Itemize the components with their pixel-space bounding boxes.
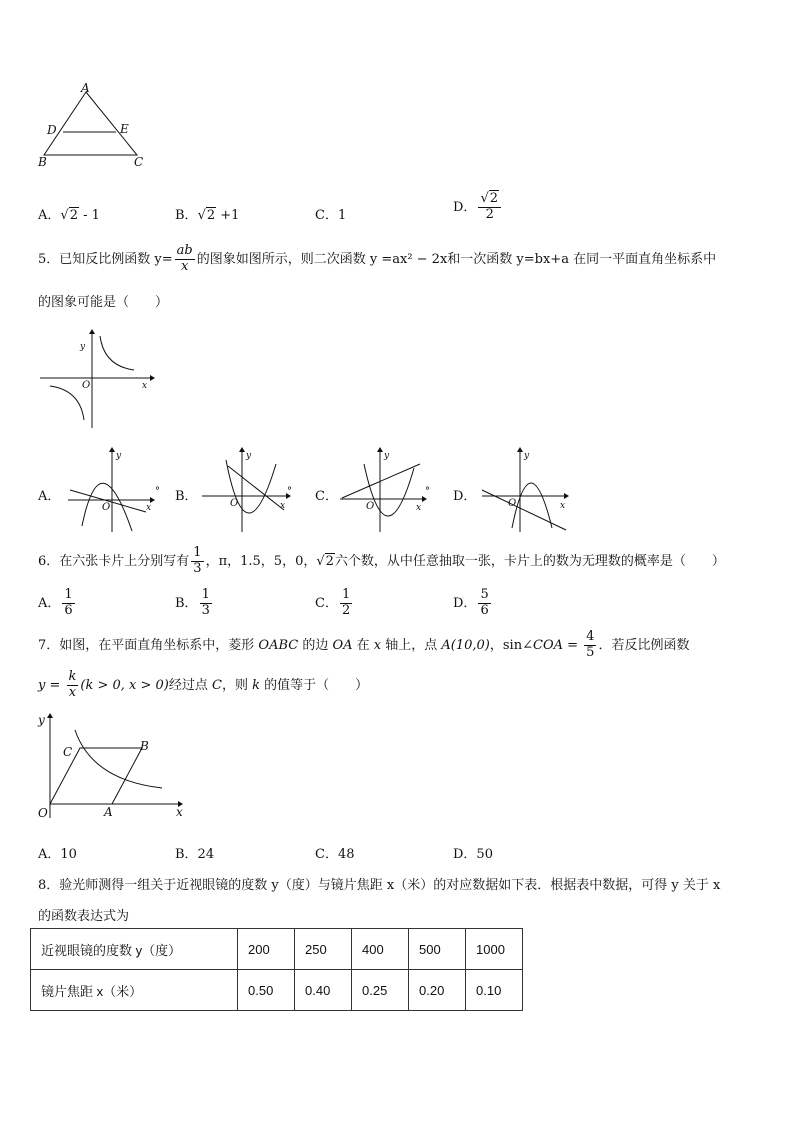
q5-option-c-graph[interactable] [336,446,440,536]
table-cell: 250 [295,929,352,970]
q5-option-c-label[interactable]: C． [315,489,338,504]
table-row [31,970,523,1011]
table-row [31,929,523,970]
q5-option-b-graph[interactable] [198,446,302,536]
data-table [30,928,523,1011]
q7-option-c[interactable]: C．48 [315,847,355,862]
q8-stem-line1: 8．验光师测得一组关于近视眼镜的度数 y（度）与镜片焦距 x（米）的对应数据如下表．根据表中数据，可得 y 关于 x [38,878,721,893]
q5-stem-line2: 的图象可能是（ ） [38,295,169,310]
table-cell: 200 [238,929,295,970]
q7-stem-line2: y = $\frac{k}{x}$ (k > 0, x > 0)经过点 C，则 k 的值等于（ ） [38,669,369,700]
q7-option-b[interactable]: B．24 [175,847,215,862]
svg-text:°: ° [425,486,430,497]
table-cell: 400 [352,929,409,970]
q7-option-d[interactable]: D．50 [453,847,493,862]
label-b: B [140,739,149,753]
q5-option-a-graph[interactable] [62,446,164,536]
axis-x: x [142,381,148,391]
row-header: 近视眼镜的度数 y（度） [31,929,238,970]
q5-option-d-label[interactable]: D． [453,489,477,504]
q6-option-d[interactable]: D． $\frac{5}{6}$ [453,587,489,618]
label-x: x [176,805,183,819]
table-cell: 500 [409,929,466,970]
svg-text:°: ° [155,486,160,497]
label-o: O [38,806,48,820]
svg-text:x: x [560,501,566,511]
q6-option-c[interactable]: C． $\frac{1}{2}$ [315,587,351,618]
svg-text:y: y [524,451,530,461]
svg-text:x: x [416,503,422,513]
label-a: A [81,81,90,95]
svg-text:O: O [508,498,517,509]
svg-text:O: O [102,502,111,513]
table-cell: 0.20 [409,970,466,1011]
svg-text:°: ° [287,486,292,497]
origin: O [82,380,91,391]
q4-option-a[interactable]: A．√2 - 1 [38,208,100,223]
row-header: 镜片焦距 x（米） [31,970,238,1011]
q4-option-d[interactable]: D． $\frac{√2}{2}$ [453,192,503,223]
table-cell: 1000 [466,929,523,970]
label-e: E [120,122,129,136]
label-b: B [38,155,47,169]
q5-option-d-graph[interactable] [478,446,572,536]
label-c: C [134,155,144,169]
svg-text:O: O [366,501,375,512]
table-cell: 0.10 [466,970,523,1011]
axis-y: y [80,342,86,352]
label-d: D [47,123,57,137]
q6-option-a[interactable]: A． $\frac{1}{6}$ [38,587,73,618]
table-cell: 0.40 [295,970,352,1011]
hyperbola-figure [36,328,156,432]
q8-stem-line2: 的函数表达式为 [38,909,130,924]
table-cell: 0.50 [238,970,295,1011]
label-a: A [104,805,113,819]
svg-text:x: x [280,501,286,511]
q4-option-c[interactable]: C．1 [315,208,347,223]
label-y: y [38,713,45,727]
svg-text:y: y [246,451,252,461]
q5-option-b-label[interactable]: B． [175,489,198,504]
table-cell: 0.25 [352,970,409,1011]
q4-option-b[interactable]: B．√2 +1 [175,208,240,223]
triangle-figure [34,80,154,172]
q7-option-a[interactable]: A．10 [38,847,77,862]
svg-text:x: x [146,503,152,513]
svg-text:y: y [384,451,390,461]
q5-stem-line1: 5．已知反比例函数 y= $\frac{ab}{x}$ 的图象如图所示，则二次函数 y =ax² − 2x和一次函数 y=bx+a 在同一平面直角坐标系中 [38,243,717,274]
q5-option-a-label[interactable]: A． [38,489,61,504]
q7-stem-line1: 7．如图，在平面直角坐标系中，菱形 OABC 的边 OA 在 x 轴上，点 A(10,0)，sin∠COA = $\frac{4}{5}$ ．若反比例函数 [38,629,690,660]
q6-stem: 6．在六张卡片上分别写有 $\frac{1}{3}$ ，π，1.5，5，0，√2六个数，从中任意抽取一张，卡片上的数为无理数的概率是（ ） [38,545,725,576]
label-c: C [63,745,73,759]
rhombus-figure [32,710,192,822]
svg-text:O: O [230,498,239,509]
q6-option-b[interactable]: B． $\frac{1}{3}$ [175,587,210,618]
svg-text:y: y [116,451,122,461]
